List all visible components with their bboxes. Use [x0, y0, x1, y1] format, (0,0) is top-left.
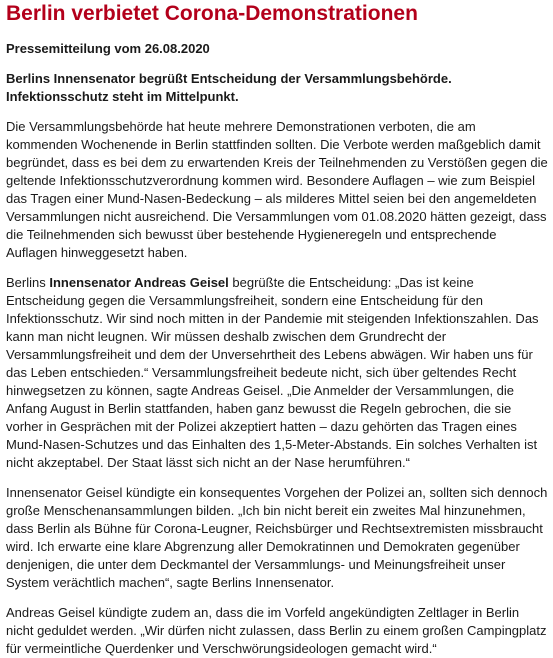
body-paragraph-4: Andreas Geisel kündigte zudem an, dass die im Vorfeld angekündigten Zeltlager in Berlin nicht geduldet werden. „Wir dürfen nicht zulassen, dass Berlin zu einem großen Campingplatz für vermeintliche Querdenker und Verschwörungsideologen gemacht wird.“: [6, 605, 547, 656]
body-paragraph-2: [6, 274, 548, 472]
senator-name: Innensenator Andreas Geisel: [49, 275, 229, 290]
body-paragraph-3: Innensenator Geisel kündigte ein konsequentes Vorgehen der Polizei an, sollten sich dennoch große Menschenansammlungen bilden. „Ich bin nicht bereit ein zweites Mal hinzunehmen, dass Berlin als Bühne für Corona-Leugner, Reichsbürger und Rechtsextremisten missbraucht wird. Ich erwarte eine klare Abgrenzung aller Demokratinnen und Demokraten gegenüber denjenigen, die unter dem Deckmantel der Versammlungs- und Meinungsfreiheit unser System verächtlich machen“, sagte Berlins Innensenator.: [6, 485, 548, 590]
headline: Berlin verbietet Corona-Demonstrationen: [6, 2, 418, 25]
body-paragraph-1: Die Versammlungsbehörde hat heute mehrere Demonstrationen verboten, die am kommenden Wochenende in Berlin stattfinden sollten. Die Verbote werden maßgeblich damit begründet, dass es bei dem zu erwartenden Kreis der Teilnehmenden zu Verstößen gegen die geltende Infektionsschutzverordnung kommen wird. Besondere Auflagen – wie zum Beispiel das Tragen einer Mund-Nasen-Bedeckung – als milderes Mittel seien bei den angemeldeten Versammlungen nicht ausreichend. Die Versammlungen vom 01.08.2020 hätten gezeigt, dass die Teilnehmenden sich bewusst über bestehende Hygieneregeln und entsprechende Auflagen hinweggesetzt haben.: [6, 119, 548, 260]
lead-paragraph: Berlins Innensenator begrüßt Entscheidung der Versammlungsbehörde. Infektionsschutz steht im Mittelpunkt.: [6, 71, 452, 104]
paragraph-2-prefix: Berlins: [6, 275, 50, 290]
paragraph-2-text: begrüßte die Entscheidung: „Das ist keine Entscheidung gegen die Versammlungsfreiheit, sondern eine Entscheidung für den Infektionsschutz. Wir sind noch mitten in der Pandemie mit steigenden Infektionszahlen. Das kann man nicht leugnen. Wir müssen deshalb zwischen dem Grundrecht der Versammlungsfreiheit und dem der Unversehrtheit des Lebens abwägen. Wir haben uns für das Leben entschieden.“ Versammlungsfreiheit bedeute nicht, sich über geltendes Recht hinwegsetzen zu können, sagte Andreas Geisel. „Die Anmelder der Versammlungen, die Anfang August in Berlin stattfanden, haben ganz bewusst die Regeln gebrochen, die sie vorher in Gesprächen mit der Polizei akzeptiert hatten – dazu gehörten das Tragen eines Mund-Nasen-Schutzes und das Einhalten des 1,5-Meter-Abstands. Ein solches Verhalten ist nicht akzeptabel. Der Staat lässt sich nicht an der Nase herumführen.“: [6, 275, 539, 470]
press-release-date: Pressemitteilung vom 26.08.2020: [6, 41, 210, 56]
